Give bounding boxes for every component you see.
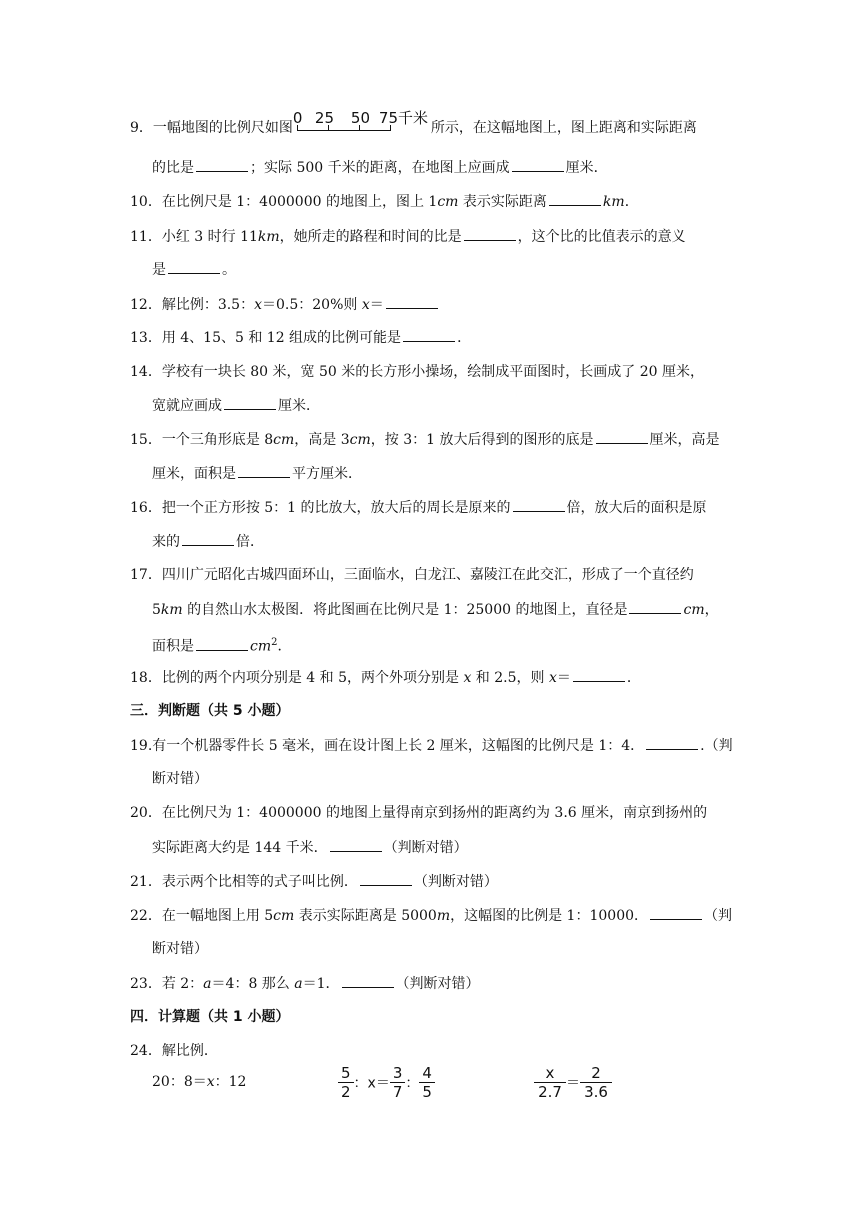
- scale-tick: [359, 125, 360, 130]
- answer-blank[interactable]: [512, 157, 564, 172]
- fraction: [338, 1064, 354, 1101]
- q9-text-a: 9．一幅地图的比例尺如图: [130, 120, 293, 136]
- answer-blank[interactable]: [629, 599, 681, 614]
- q9-text-c: 的比是: [152, 160, 194, 176]
- q10-text-c: ．: [624, 194, 639, 210]
- section-3-heading: 三．判断题（共 5 小题）: [130, 703, 290, 719]
- q23-text-b: ＝4：8 那么: [211, 976, 295, 992]
- question-20: [130, 803, 707, 823]
- q14-text-c: 厘米．: [278, 398, 320, 414]
- numerator: 4: [419, 1064, 435, 1083]
- q13-text-a: 13．用 4、15、5 和 12 组成的比例可能是: [130, 330, 402, 346]
- q18-text-b: 和 2.5，则: [471, 670, 549, 686]
- answer-blank[interactable]: [182, 531, 234, 546]
- scale-label-25: 25: [314, 109, 335, 127]
- q22-text-d: （判: [704, 908, 733, 924]
- q18-text-c: ＝: [556, 670, 571, 686]
- equation-3: [534, 1064, 612, 1101]
- numerator: 5: [338, 1064, 354, 1083]
- var-x: x: [463, 670, 472, 686]
- answer-blank[interactable]: [196, 157, 248, 172]
- q23-text-c: ＝1．: [302, 976, 340, 992]
- q20-text-a: 20．在比例尺为 1：4000000 的地图上量得南京到扬州的距离约为 3.6 厘米，南京到扬州的: [130, 805, 708, 821]
- unit-km: km: [602, 194, 625, 210]
- scale-tick: [297, 125, 298, 130]
- q15-text-f: 平方厘米．: [292, 466, 362, 482]
- eq1-text-b: ：12: [214, 1074, 247, 1090]
- var-x: x: [254, 297, 262, 313]
- superscript-2: 2: [271, 637, 278, 648]
- question-15: [130, 429, 720, 450]
- answer-blank[interactable]: [403, 327, 455, 342]
- q16-text-a: 16．把一个正方形按 5：1 的比放大，放大后的周长是原来的: [130, 500, 511, 516]
- q15-text-c: ，按 3：1 放大后得到的图形的底是: [370, 432, 594, 448]
- answer-blank[interactable]: [513, 497, 565, 512]
- denominator: 5: [422, 1083, 432, 1101]
- answer-blank[interactable]: [650, 905, 702, 920]
- question-12: [130, 294, 440, 315]
- unit-cm: cm: [437, 194, 459, 210]
- q23-text-d: （判断对错）: [395, 976, 480, 992]
- q23-text-a: 23．若 2：: [130, 976, 204, 992]
- answer-blank[interactable]: [464, 226, 516, 241]
- question-15-cont: [152, 463, 362, 484]
- question-19: [130, 735, 733, 756]
- q17-text-d: ，: [704, 602, 719, 618]
- question-23: [130, 973, 480, 994]
- answer-blank[interactable]: [549, 191, 601, 206]
- q9-text-b: 所示，在这幅地图上，图上距离和实际距离: [430, 120, 697, 136]
- q21-text-a: 21．表示两个比相等的式子叫比例．: [130, 874, 358, 890]
- question-21: [130, 871, 498, 892]
- var-a: a: [294, 976, 303, 992]
- q18-text-d: ．: [626, 670, 641, 686]
- question-22-cont: 断对错）: [152, 941, 208, 957]
- denominator: 7: [392, 1083, 403, 1101]
- answer-blank[interactable]: [386, 294, 438, 309]
- answer-blank[interactable]: [596, 429, 648, 444]
- fraction: [390, 1064, 406, 1101]
- q11-text-d: 是: [152, 262, 166, 278]
- q16-text-b: 倍，放大后的面积是原: [566, 500, 707, 516]
- answer-blank[interactable]: [360, 871, 412, 886]
- q17-text-c: 的自然山水太极图．将此图画在比例尺是 1：25000 的地图上，直径是: [182, 602, 628, 618]
- eq2-text-b: ：: [405, 1075, 420, 1092]
- q11-text-c: ，这个比的比值表示的意义: [517, 229, 686, 245]
- q19-text-a: 19.有一个机器零件长 5 毫米，画在设计图上长 2 厘米，这幅图的比例尺是 1：4．: [130, 738, 645, 754]
- fraction: [419, 1064, 435, 1101]
- question-10: [130, 191, 639, 212]
- var-a: a: [203, 976, 212, 992]
- q12-text-c: ＝: [369, 297, 384, 313]
- answer-blank[interactable]: [330, 837, 382, 852]
- eq2-text-a: ：x＝: [353, 1075, 390, 1092]
- q20-text-b: 实际距离大约是 144 千米．: [152, 840, 328, 856]
- numerator: 2: [580, 1064, 612, 1083]
- equation-2: [338, 1064, 435, 1101]
- q9-text-d: ；实际 500 千米的距离，在地图上应画成: [250, 160, 510, 176]
- q13-text-b: ．: [457, 330, 472, 346]
- q14-text-a: 14．学校有一块长 80 米，宽 50 米的长方形小操场，绘制成平面图时，长画成了 20 厘米，: [130, 364, 704, 380]
- question-19-cont: 断对错）: [152, 771, 208, 787]
- scale-label-0: 0: [292, 109, 303, 127]
- answer-blank[interactable]: [646, 735, 698, 750]
- q10-text-b: 表示实际距离: [458, 194, 547, 210]
- q9-text-e: 厘米．: [565, 160, 608, 176]
- equation-1: [152, 1072, 246, 1092]
- answer-blank[interactable]: [573, 667, 625, 682]
- q11-text-a: 11．小红 3 时行 11: [130, 229, 258, 245]
- var-x: x: [206, 1074, 215, 1090]
- question-11-cont: [152, 259, 236, 280]
- q21-text-b: （判断对错）: [413, 874, 498, 890]
- scale-line: [297, 130, 391, 131]
- question-17-cont-1: [152, 599, 719, 620]
- numerator: x: [534, 1064, 566, 1083]
- q16-text-d: 倍．: [236, 534, 264, 550]
- q19-text-b: .（判: [700, 738, 733, 754]
- q22-text-c: ，这幅图的比例是 1：10000．: [450, 908, 649, 924]
- question-9: [130, 109, 697, 142]
- q11-text-e: 。: [222, 262, 236, 278]
- eq3-text-a: ＝: [566, 1075, 580, 1092]
- question-13: [130, 327, 471, 348]
- map-scale-bar: [293, 108, 431, 136]
- question-9-cont: [152, 157, 608, 178]
- unit-cm: cm: [273, 432, 295, 448]
- q15-text-d: 厘米，高是: [649, 432, 720, 448]
- q15-text-e: 厘米，面积是: [152, 466, 236, 482]
- answer-blank[interactable]: [238, 463, 290, 478]
- q11-text-b: ，她所走的路程和时间的比是: [279, 229, 462, 245]
- q10-text-a: 10．在比例尺是 1：4000000 的地图上，图上 1: [130, 194, 438, 210]
- q15-text-a: 15．一个三角形底是 8: [130, 432, 274, 448]
- answer-blank[interactable]: [196, 636, 248, 651]
- question-14: [130, 362, 704, 382]
- unit-km: km: [160, 602, 183, 618]
- q16-text-c: 来的: [152, 534, 180, 550]
- unit-cm: cm: [273, 908, 295, 924]
- scale-tick: [390, 125, 391, 130]
- q22-text-b: 表示实际距离是 5000: [294, 908, 437, 924]
- unit-cm: cm: [349, 432, 371, 448]
- q17-text-e: 面积是: [152, 638, 194, 655]
- numerator: 3: [390, 1064, 406, 1083]
- question-17-cont-2: [152, 633, 292, 657]
- q17-text-b: 5: [152, 602, 161, 618]
- denominator: 2.7: [538, 1083, 562, 1101]
- answer-blank[interactable]: [224, 395, 276, 410]
- unit-m: m: [436, 908, 451, 924]
- scale-tick: [328, 125, 329, 130]
- question-24: 24．解比例．: [130, 1043, 218, 1059]
- q12-text-b: ＝0.5：20%则: [262, 297, 362, 313]
- q18-text-a: 18．比例的两个内项分别是 4 和 5，两个外项分别是: [130, 670, 464, 686]
- question-20-cont: [152, 837, 468, 858]
- unit-km: km: [257, 229, 280, 245]
- q15-text-b: ，高是 3: [294, 432, 350, 448]
- denominator: 2: [341, 1083, 351, 1101]
- question-22: [130, 905, 732, 926]
- scale-label-75km: 75千米: [378, 109, 429, 127]
- question-16-cont: [152, 531, 264, 552]
- question-11: [130, 226, 686, 247]
- eq1-text-a: 20：8＝: [152, 1074, 207, 1090]
- fraction: [580, 1064, 612, 1101]
- section-4-heading: 四．计算题（共 1 小题）: [130, 1009, 290, 1025]
- q17-text-a: 17．四川广元昭化古城四面环山，三面临水，白龙江、嘉陵江在此交汇，形成了一个直径约: [130, 567, 694, 583]
- var-x: x: [361, 297, 370, 313]
- q12-text-a: 12．解比例：3.5：: [130, 297, 255, 313]
- q22-text-a: 22．在一幅地图上用 5: [130, 908, 274, 924]
- fraction: [534, 1064, 566, 1101]
- q17-text-f: ．: [277, 638, 292, 655]
- denominator: 3.6: [584, 1083, 608, 1101]
- var-x: x: [548, 670, 557, 686]
- q20-text-c: （判断对错）: [383, 840, 468, 856]
- question-14-cont: [152, 395, 320, 416]
- answer-blank[interactable]: [342, 973, 394, 988]
- unit-cm: cm: [683, 602, 705, 618]
- question-18: [130, 667, 641, 688]
- unit-cm: cm: [250, 638, 272, 655]
- scale-label-50: 50: [350, 109, 371, 127]
- q14-text-b: 宽就应画成: [152, 398, 222, 414]
- answer-blank[interactable]: [168, 259, 220, 274]
- question-16: [130, 497, 707, 518]
- question-17: [130, 565, 694, 585]
